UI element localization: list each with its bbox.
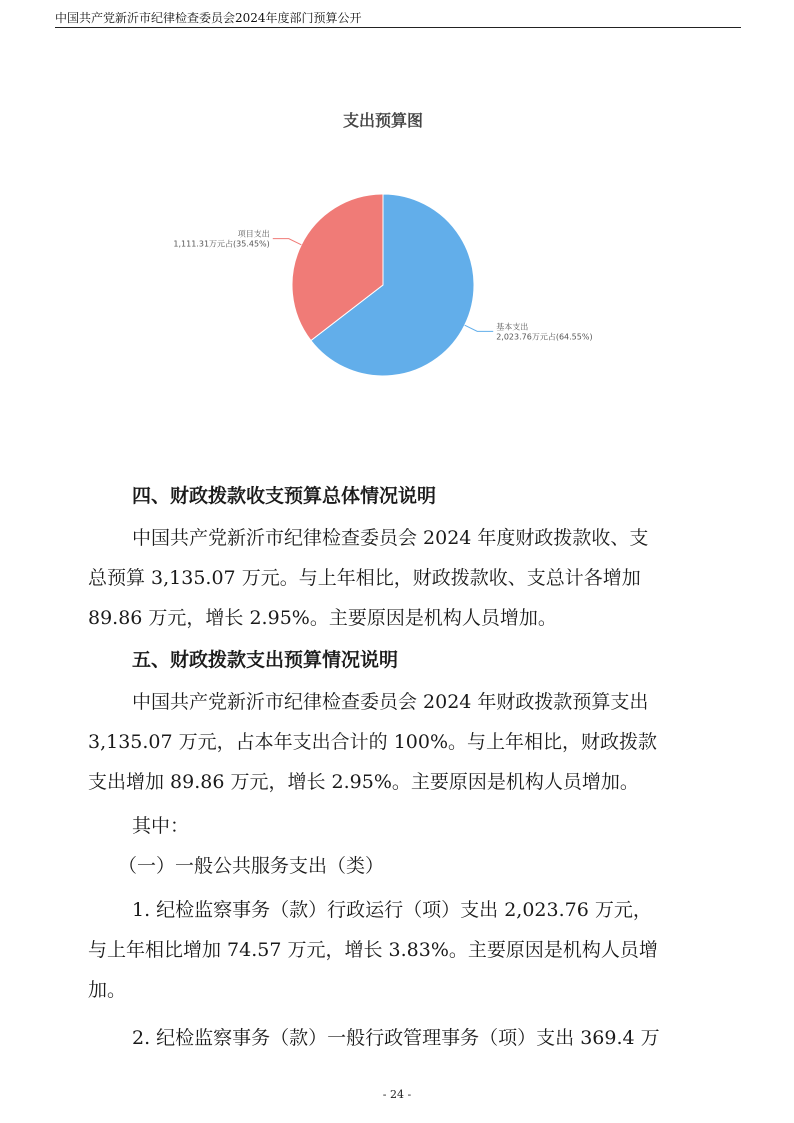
pie-leader-line-1 bbox=[273, 239, 302, 245]
subsection-1-heading: （一）一般公共服务支出（类） bbox=[118, 855, 385, 877]
pie-label-value-1: 1,111.31万元占(35.45%) bbox=[173, 239, 270, 249]
item1-line-1: 1. 纪检监察事务（款）行政运行（项）支出 2,023.76 万元， bbox=[132, 899, 652, 921]
page-number: - 24 - bbox=[382, 1088, 412, 1101]
section5-heading: 五、财政拨款支出预算情况说明 bbox=[132, 649, 399, 671]
pie-label-name-0: 基本支出 bbox=[496, 322, 529, 332]
section4-heading: 四、财政拨款收支预算总体情况说明 bbox=[132, 485, 437, 507]
section4-line-3: 89.86 万元，增长 2.95%。主要原因是机构人员增加。 bbox=[88, 607, 557, 629]
pie-label-value-0: 2,023.76万元占(64.55%) bbox=[496, 332, 593, 342]
section4-line-1: 中国共产党新沂市纪律检查委员会 2024 年度财政拨款收、支 bbox=[132, 527, 649, 549]
expenditure-pie-chart bbox=[0, 0, 794, 420]
item1-line-3: 加。 bbox=[88, 979, 127, 1001]
section5-line-3: 支出增加 89.86 万元，增长 2.95%。主要原因是机构人员增加。 bbox=[88, 771, 639, 793]
section4-line-2: 总预算 3,135.07 万元。与上年相比，财政拨款收、支总计各增加 bbox=[88, 567, 641, 589]
section5-line-2: 3,135.07 万元，占本年支出合计的 100%。与上年相比，财政拨款 bbox=[88, 731, 658, 753]
page-header: 中国共产党新沂市纪律检查委员会2024年度部门预算公开 bbox=[55, 11, 362, 25]
among-label: 其中： bbox=[132, 815, 190, 837]
item2-line-1: 2. 纪检监察事务（款）一般行政管理事务（项）支出 369.4 万 bbox=[132, 1027, 660, 1049]
pie-leader-line-0 bbox=[465, 325, 494, 331]
item1-line-2: 与上年相比增加 74.57 万元，增长 3.83%。主要原因是机构人员增 bbox=[88, 939, 658, 961]
chart-title: 支出预算图 bbox=[342, 111, 423, 130]
section5-line-1: 中国共产党新沂市纪律检查委员会 2024 年财政拨款预算支出 bbox=[132, 691, 649, 713]
pie-label-name-1: 项目支出 bbox=[237, 229, 270, 239]
